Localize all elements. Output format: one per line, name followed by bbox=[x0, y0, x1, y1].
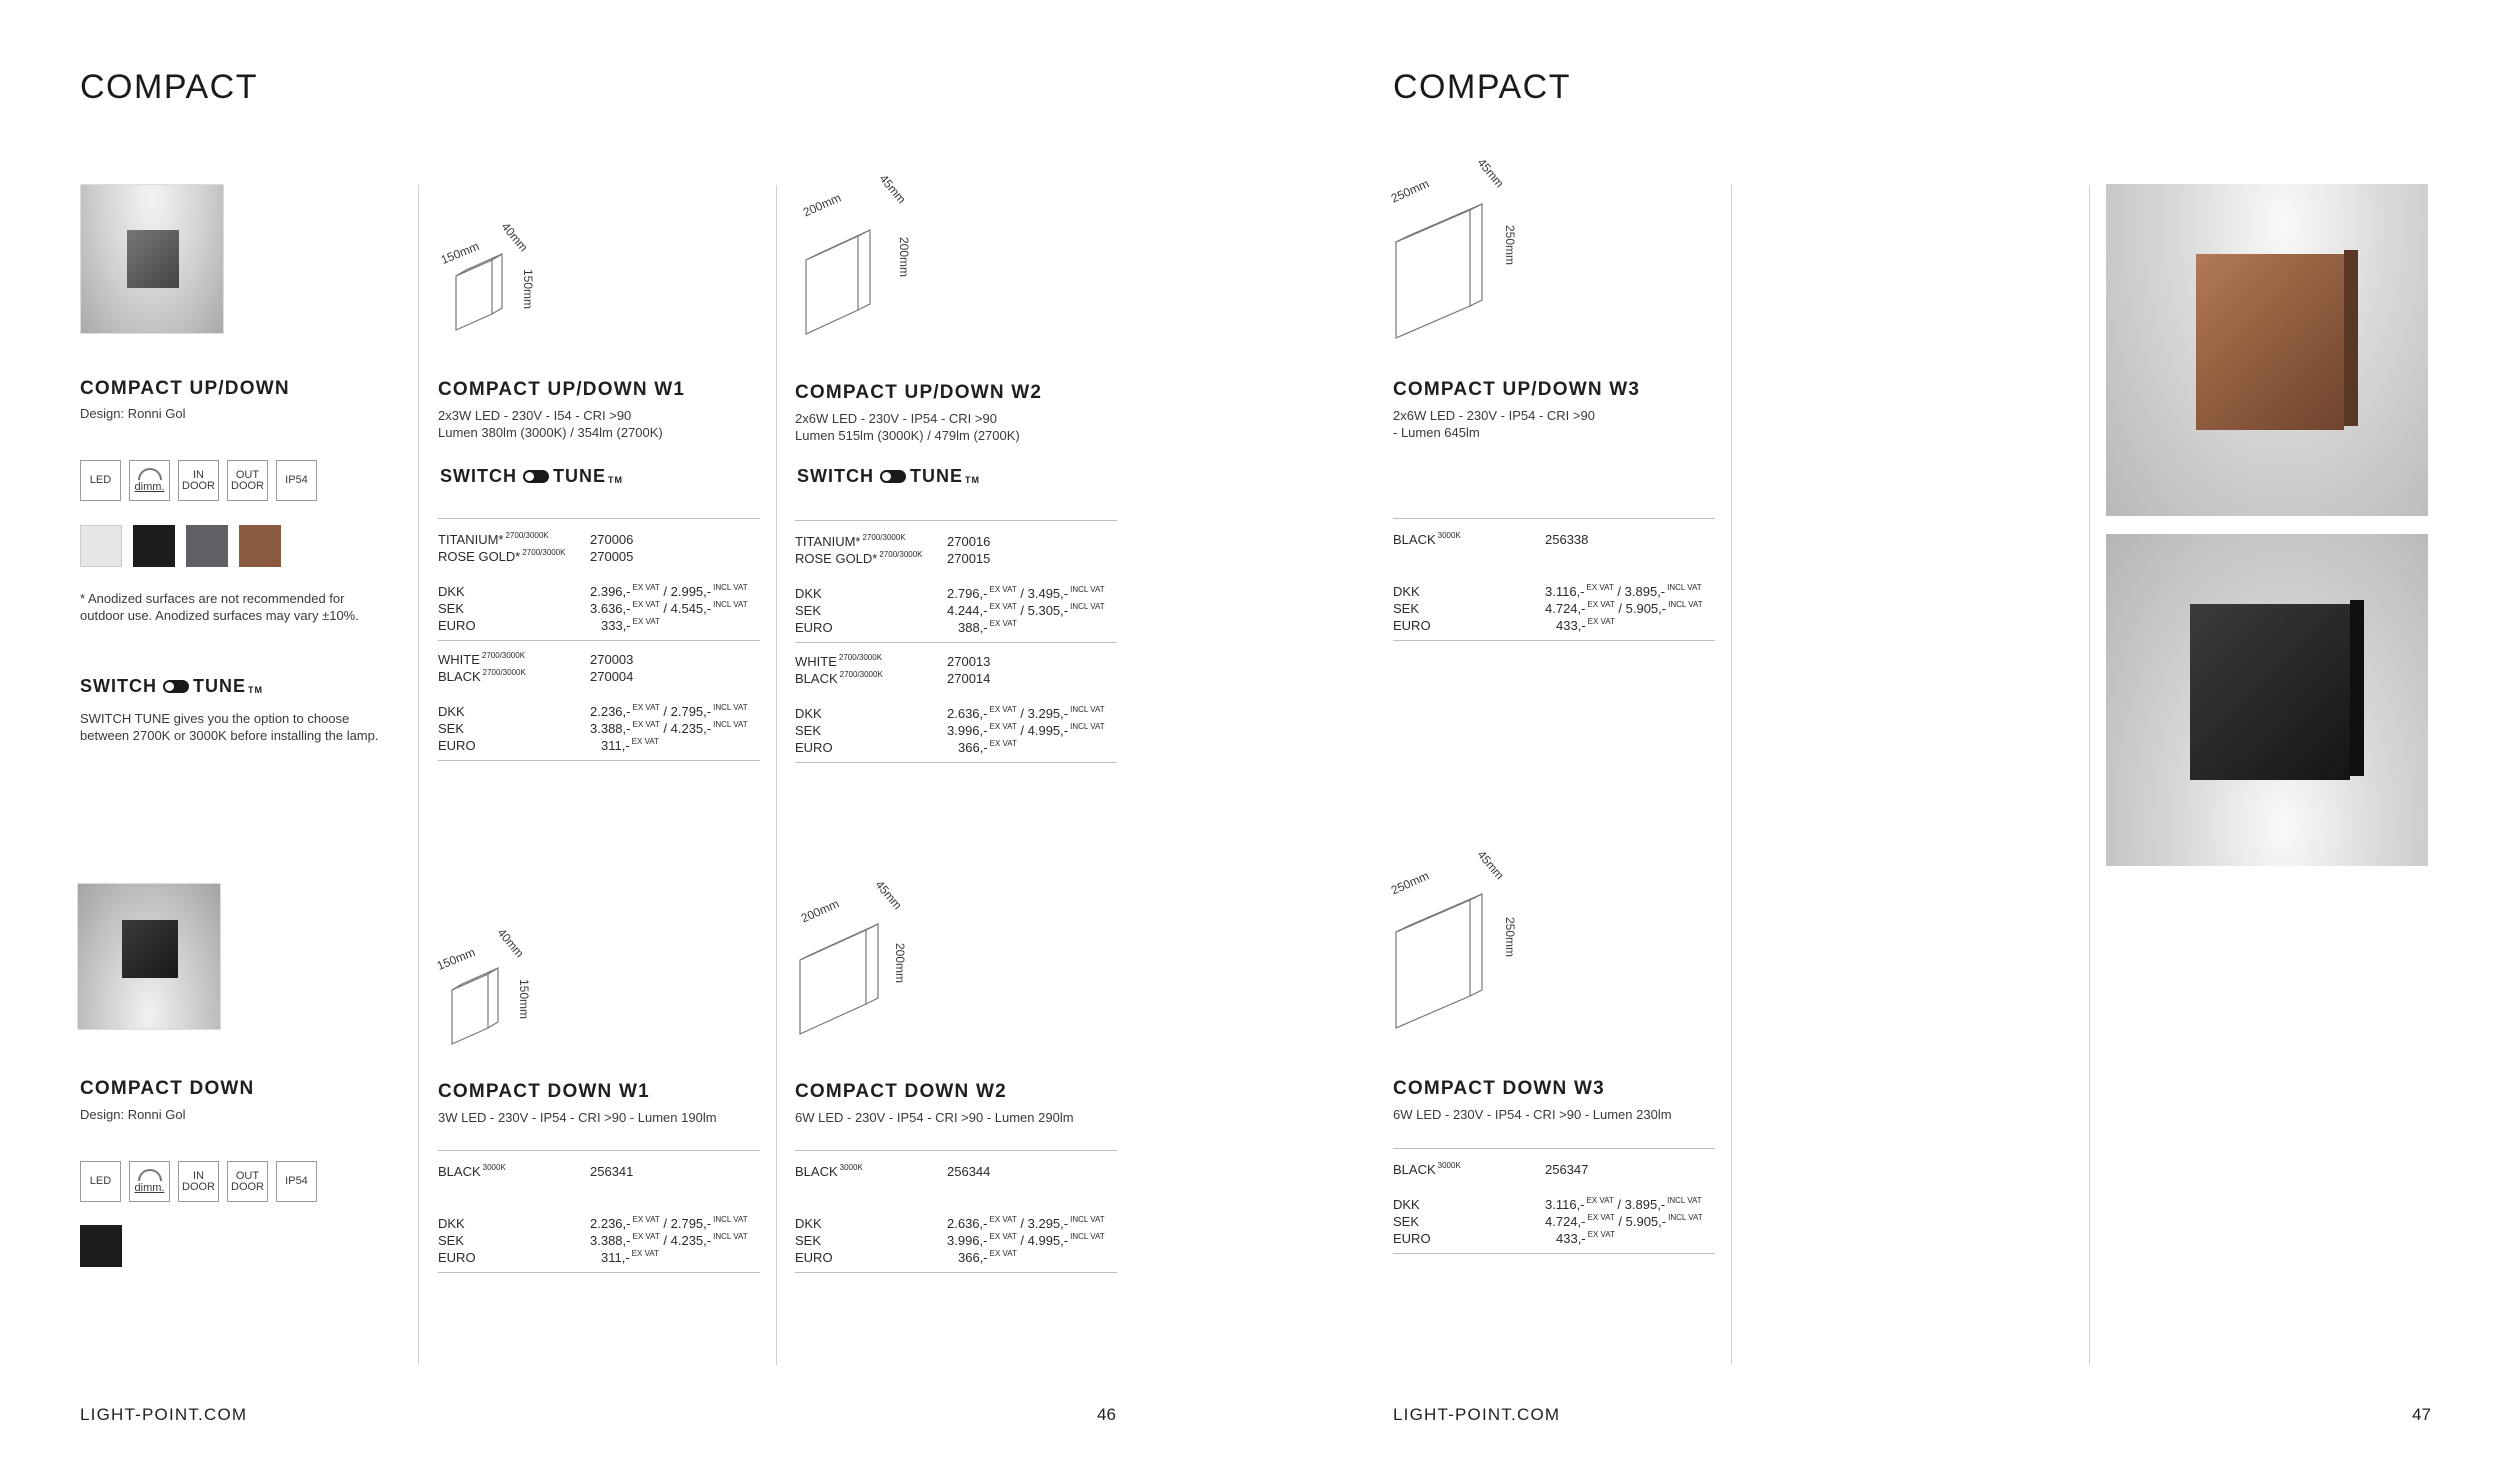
price-row: DKK 3.116,- $^{EX VAT}$ / 3.895,- $^{INCL VAT}$ bbox=[1393, 583, 1702, 599]
column-divider bbox=[1731, 185, 1732, 1365]
led-icon: LED bbox=[80, 1161, 121, 1202]
swatch-white[interactable] bbox=[80, 525, 122, 567]
dim-width: 200mm bbox=[798, 896, 842, 926]
product-title-ud-w1: COMPACT UP/DOWN W1 bbox=[438, 379, 686, 400]
dimmable-icon: dimm. bbox=[129, 460, 170, 501]
dim-height: 200mm bbox=[897, 236, 912, 278]
product-photo-black bbox=[2106, 534, 2428, 866]
left-footer-site[interactable]: LIGHT-POINT.COM bbox=[80, 1405, 248, 1424]
family-designer-updown: Design: Ronni Gol bbox=[80, 406, 186, 421]
variant-row: ROSE GOLD* $^{2700/3000K}$ 270015 bbox=[795, 550, 991, 566]
price-row: EURO 311,- $^{EX VAT}$ bbox=[438, 1249, 659, 1265]
price-row: SEK 3.996,- $^{EX VAT}$ / 4.995,- $^{INCL VAT}$ bbox=[795, 722, 1105, 738]
price-row: EURO 433,- $^{EX VAT}$ bbox=[1393, 617, 1615, 633]
price-row: DKK 2.636,- $^{EX VAT}$ / 3.295,- $^{INCL VAT}$ bbox=[795, 1215, 1105, 1231]
right-page-number: 47 bbox=[2412, 1405, 2431, 1424]
dimension-drawing-ud-w1 bbox=[436, 219, 556, 342]
anodized-note: * Anodized surfaces are not recommended for outdoor use. Anodized surfaces may vary ±10%. bbox=[80, 591, 359, 623]
product-title-ud-w3: COMPACT UP/DOWN W3 bbox=[1393, 379, 1641, 400]
lamp-body bbox=[127, 230, 179, 288]
variant-row: BLACK $^{3000K}$ 256347 bbox=[1393, 1161, 1589, 1177]
product-spec-d-w2: 6W LED - 230V - IP54 - CRI >90 - Lumen 290lm bbox=[795, 1110, 1074, 1125]
lamp-body bbox=[2196, 254, 2344, 430]
price-row: SEK 4.724,- $^{EX VAT}$ / 5.905,- $^{INCL VAT}$ bbox=[1393, 1213, 1703, 1229]
price-row: SEK 3.636,- $^{EX VAT}$ / 4.545,- $^{INCL VAT}$ bbox=[438, 600, 748, 616]
price-row: SEK 3.388,- $^{EX VAT}$ / 4.235,- $^{INCL VAT}$ bbox=[438, 720, 748, 736]
price-row: DKK 2.796,- $^{EX VAT}$ / 3.495,- $^{INCL VAT}$ bbox=[795, 585, 1105, 601]
toggle-icon bbox=[163, 680, 189, 693]
outdoor-icon: OUT DOOR bbox=[227, 460, 268, 501]
dim-height: 150mm bbox=[521, 268, 536, 310]
price-row: EURO 366,- $^{EX VAT}$ bbox=[795, 1249, 1017, 1265]
right-footer-site[interactable]: LIGHT-POINT.COM bbox=[1393, 1405, 1561, 1424]
price-row: DKK 2.236,- $^{EX VAT}$ / 2.795,- $^{INCL VAT}$ bbox=[438, 1215, 748, 1231]
price-table-ud-w3 bbox=[1393, 518, 1715, 641]
left-page-title: COMPACT bbox=[80, 68, 258, 106]
price-row: EURO 388,- $^{EX VAT}$ bbox=[795, 619, 1017, 635]
variant-row: BLACK $^{3000K}$ 256341 bbox=[438, 1163, 634, 1179]
product-spec-d-w3: 6W LED - 230V - IP54 - CRI >90 - Lumen 230lm bbox=[1393, 1107, 1672, 1122]
variant-row: WHITE $^{2700/3000K}$ 270013 bbox=[795, 653, 991, 669]
variant-row: WHITE $^{2700/3000K}$ 270003 bbox=[438, 651, 634, 667]
dim-depth: 45mm bbox=[872, 877, 905, 913]
product-photo-rose-gold bbox=[2106, 184, 2428, 516]
dim-depth: 45mm bbox=[876, 171, 909, 207]
dim-height: 150mm bbox=[517, 978, 532, 1020]
price-row: DKK 2.636,- $^{EX VAT}$ / 3.295,- $^{INCL VAT}$ bbox=[795, 705, 1105, 721]
led-icon: LED bbox=[80, 460, 121, 501]
variant-row: BLACK $^{2700/3000K}$ 270004 bbox=[438, 668, 634, 684]
dim-depth: 45mm bbox=[1474, 155, 1507, 191]
variant-row: TITANIUM* $^{2700/3000K}$ 270006 bbox=[438, 531, 634, 547]
dim-width: 250mm bbox=[1388, 868, 1432, 898]
swatch-titanium[interactable] bbox=[186, 525, 228, 567]
dimension-drawing-ud-w3 bbox=[1388, 155, 1550, 348]
switch-tune-logo: SWITCH TUNE TM bbox=[80, 676, 263, 696]
price-row: EURO 366,- $^{EX VAT}$ bbox=[795, 739, 1017, 755]
product-spec-d-w1: 3W LED - 230V - IP54 - CRI >90 - Lumen 190lm bbox=[438, 1110, 717, 1125]
price-table-d-w2 bbox=[795, 1150, 1117, 1273]
color-swatches-updown bbox=[80, 525, 281, 567]
price-row: SEK 4.724,- $^{EX VAT}$ / 5.905,- $^{INCL VAT}$ bbox=[1393, 600, 1703, 616]
family-designer-down: Design: Ronni Gol bbox=[80, 1107, 186, 1122]
toggle-icon bbox=[880, 470, 906, 483]
color-swatches-down bbox=[80, 1225, 122, 1267]
dim-width: 250mm bbox=[1388, 176, 1432, 206]
lamp-side bbox=[2350, 600, 2364, 776]
price-row: DKK 3.116,- $^{EX VAT}$ / 3.895,- $^{INCL VAT}$ bbox=[1393, 1196, 1702, 1212]
dim-depth: 40mm bbox=[494, 925, 527, 961]
indoor-icon: IN DOOR bbox=[178, 460, 219, 501]
dimension-drawing-d-w1 bbox=[434, 925, 556, 1050]
lamp-side bbox=[2344, 250, 2358, 426]
product-title-d-w3: COMPACT DOWN W3 bbox=[1393, 1078, 1605, 1099]
lamp-body bbox=[2190, 604, 2350, 780]
family-title-down: COMPACT DOWN bbox=[80, 1078, 255, 1099]
feature-icons-down bbox=[80, 1161, 317, 1202]
swatch-black[interactable] bbox=[80, 1225, 122, 1267]
dim-height: 250mm bbox=[1503, 916, 1518, 958]
variant-row: ROSE GOLD* $^{2700/3000K}$ 270005 bbox=[438, 548, 634, 564]
price-row: DKK 2.236,- $^{EX VAT}$ / 2.795,- $^{INCL VAT}$ bbox=[438, 703, 748, 719]
variant-row: BLACK $^{3000K}$ 256344 bbox=[795, 1163, 991, 1179]
right-page-title: COMPACT bbox=[1393, 68, 1571, 106]
product-thumbnail-updown bbox=[80, 184, 224, 334]
product-spec-ud-w2: 2x6W LED - 230V - IP54 - CRI >90 Lumen 515lm (3000K) / 479lm (2700K) bbox=[795, 411, 1020, 443]
toggle-icon bbox=[523, 470, 549, 483]
column-divider bbox=[418, 185, 419, 1365]
variant-row: TITANIUM* $^{2700/3000K}$ 270016 bbox=[795, 533, 991, 549]
dim-width: 150mm bbox=[438, 239, 482, 267]
price-row: SEK 3.996,- $^{EX VAT}$ / 4.995,- $^{INCL VAT}$ bbox=[795, 1232, 1105, 1248]
box-outline bbox=[436, 219, 556, 342]
product-title-d-w1: COMPACT DOWN W1 bbox=[438, 1081, 650, 1102]
dim-height: 200mm bbox=[893, 942, 908, 984]
variant-row: BLACK $^{3000K}$ 256338 bbox=[1393, 531, 1589, 547]
product-title-ud-w2: COMPACT UP/DOWN W2 bbox=[795, 382, 1043, 403]
lamp-body bbox=[122, 920, 178, 978]
ip54-icon: IP54 bbox=[276, 460, 317, 501]
dimension-drawing-d-w3 bbox=[1390, 848, 1550, 1038]
variant-row: BLACK $^{2700/3000K}$ 270014 bbox=[795, 670, 991, 686]
family-title-updown: COMPACT UP/DOWN bbox=[80, 378, 290, 399]
price-table-ud-w2 bbox=[795, 520, 1117, 763]
dimension-drawing-d-w2 bbox=[796, 877, 946, 1050]
box-outline bbox=[436, 930, 556, 1050]
price-row: EURO 333,- $^{EX VAT}$ bbox=[438, 617, 660, 633]
price-row: DKK 2.396,- $^{EX VAT}$ / 2.995,- $^{INCL VAT}$ bbox=[438, 583, 748, 599]
indoor-icon: IN DOOR bbox=[178, 1161, 219, 1202]
switch-tune-logo: SWITCH TUNE TM bbox=[797, 466, 980, 486]
dimmable-icon: dimm. bbox=[129, 1161, 170, 1202]
dim-depth: 45mm bbox=[1474, 847, 1507, 883]
price-table-d-w1 bbox=[438, 1150, 760, 1273]
outdoor-icon: OUT DOOR bbox=[227, 1161, 268, 1202]
product-thumbnail-down bbox=[77, 883, 221, 1030]
column-divider bbox=[2089, 185, 2090, 1365]
product-spec-ud-w1: 2x3W LED - 230V - I54 - CRI >90 Lumen 380lm (3000K) / 354lm (2700K) bbox=[438, 408, 663, 440]
swatch-black[interactable] bbox=[133, 525, 175, 567]
swatch-rose-gold[interactable] bbox=[239, 525, 281, 567]
price-table-ud-w1 bbox=[438, 518, 760, 761]
feature-icons-updown bbox=[80, 460, 317, 501]
switch-tune-description: SWITCH TUNE gives you the option to choose between 2700K or 3000K before installing the lamp. bbox=[80, 711, 379, 743]
dimension-drawing-ud-w2 bbox=[796, 170, 946, 340]
price-row: EURO 311,- $^{EX VAT}$ bbox=[438, 737, 659, 753]
dim-width: 200mm bbox=[800, 190, 844, 220]
dim-height: 250mm bbox=[1503, 224, 1518, 266]
price-row: SEK 3.388,- $^{EX VAT}$ / 4.235,- $^{INCL VAT}$ bbox=[438, 1232, 748, 1248]
switch-tune-logo: SWITCH TUNE TM bbox=[440, 466, 623, 486]
column-divider bbox=[776, 185, 777, 1365]
dim-depth: 40mm bbox=[498, 219, 531, 255]
product-spec-ud-w3: 2x6W LED - 230V - IP54 - CRI >90 - Lumen 645lm bbox=[1393, 408, 1595, 440]
dim-width: 150mm bbox=[434, 945, 478, 973]
product-title-d-w2: COMPACT DOWN W2 bbox=[795, 1081, 1007, 1102]
ip54-icon: IP54 bbox=[276, 1161, 317, 1202]
price-row: EURO 433,- $^{EX VAT}$ bbox=[1393, 1230, 1615, 1246]
price-table-d-w3 bbox=[1393, 1148, 1715, 1254]
left-page-number: 46 bbox=[1097, 1405, 1116, 1424]
price-row: SEK 4.244,- $^{EX VAT}$ / 5.305,- $^{INCL VAT}$ bbox=[795, 602, 1105, 618]
box-outline bbox=[796, 170, 946, 340]
